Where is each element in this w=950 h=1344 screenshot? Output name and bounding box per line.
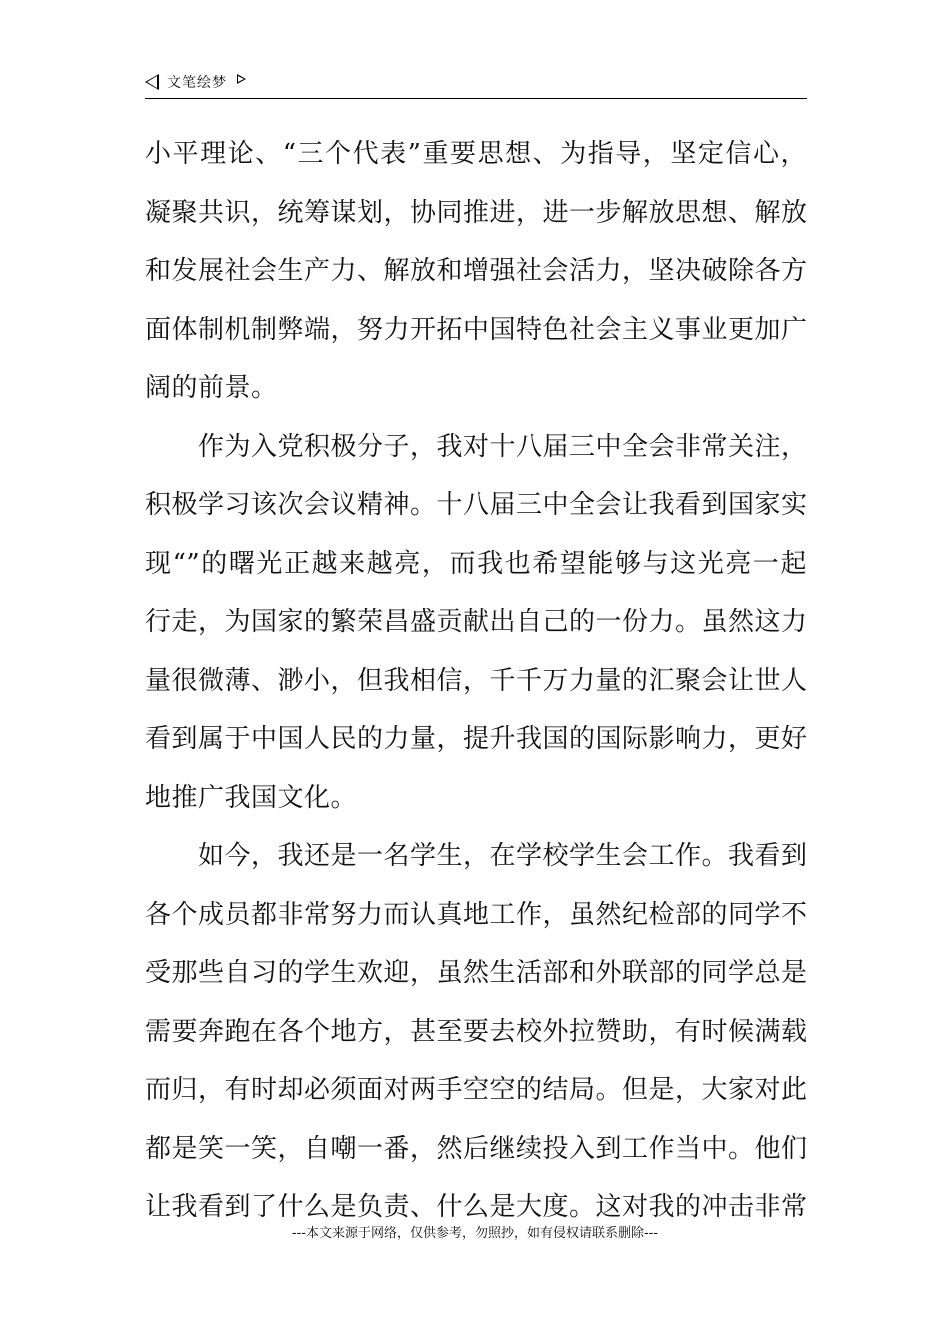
text-line: 和发展社会生产力、解放和增强社会活力，坚决破除各方 [145, 256, 808, 286]
text-line: 积极学习该次会议精神。十八届三中全会让我看到国家实 [145, 490, 808, 520]
text-line: 让我看到了什么是负责、什么是大度。这对我的冲击非常 [145, 1192, 808, 1222]
text-line: 地推广我国文化。 [145, 782, 358, 813]
text-line: 面体制机制弊端，努力开拓中国特色社会主义事业更加广 [145, 314, 808, 345]
text-line: 阔的前景。 [145, 373, 278, 403]
text-line: 量很微薄、渺小，但我相信，千千万力量的汇聚会让世人 [145, 665, 808, 696]
document-body [145, 125, 807, 1237]
text-line: 小平理论、“三个代表”重要思想、为指导，坚定信心， [145, 139, 807, 169]
text-line: 行走，为国家的繁荣昌盛贡献出自己的一份力。虽然这力 [145, 607, 808, 637]
triangle-right-icon [237, 74, 246, 84]
text-line: 受那些自习的学生欢迎，虽然生活部和外联部的同学总是 [145, 958, 808, 988]
text-line: 作为入党积极分子，我对十八届三中全会非常关注， [145, 431, 808, 462]
page-header [145, 70, 807, 99]
text-line: 而归，有时却必须面对两手空空的结局。但是，大家对此 [145, 1075, 808, 1105]
text-line: 凝聚共识，统筹谋划，协同推进，进一步解放思想、解放 [145, 197, 808, 228]
text-line: 需要奔跑在各个地方，甚至要去校外拉赞助，有时候满载 [145, 1016, 808, 1047]
triangle-left-icon [145, 74, 159, 90]
header-title: 文笔绘梦 [167, 75, 227, 91]
text-line: 看到属于中国人民的力量，提升我国的国际影响力，更好 [145, 724, 808, 754]
header-brand [145, 72, 246, 92]
text-line: 现“”的曙光正越来越亮，而我也希望能够与这光亮一起 [145, 548, 807, 579]
text-line: 如今，我还是一名学生，在学校学生会工作。我看到 [145, 841, 808, 871]
text-line: 都是笑一笑，自嘲一番，然后继续投入到工作当中。他们 [145, 1133, 808, 1164]
text-line: 各个成员都非常努力而认真地工作，虽然纪检部的同学不 [145, 899, 808, 930]
page-footer: ---本文来源于网络，仅供参考，勿照抄，如有侵权请联系删除--- [291, 1226, 659, 1241]
